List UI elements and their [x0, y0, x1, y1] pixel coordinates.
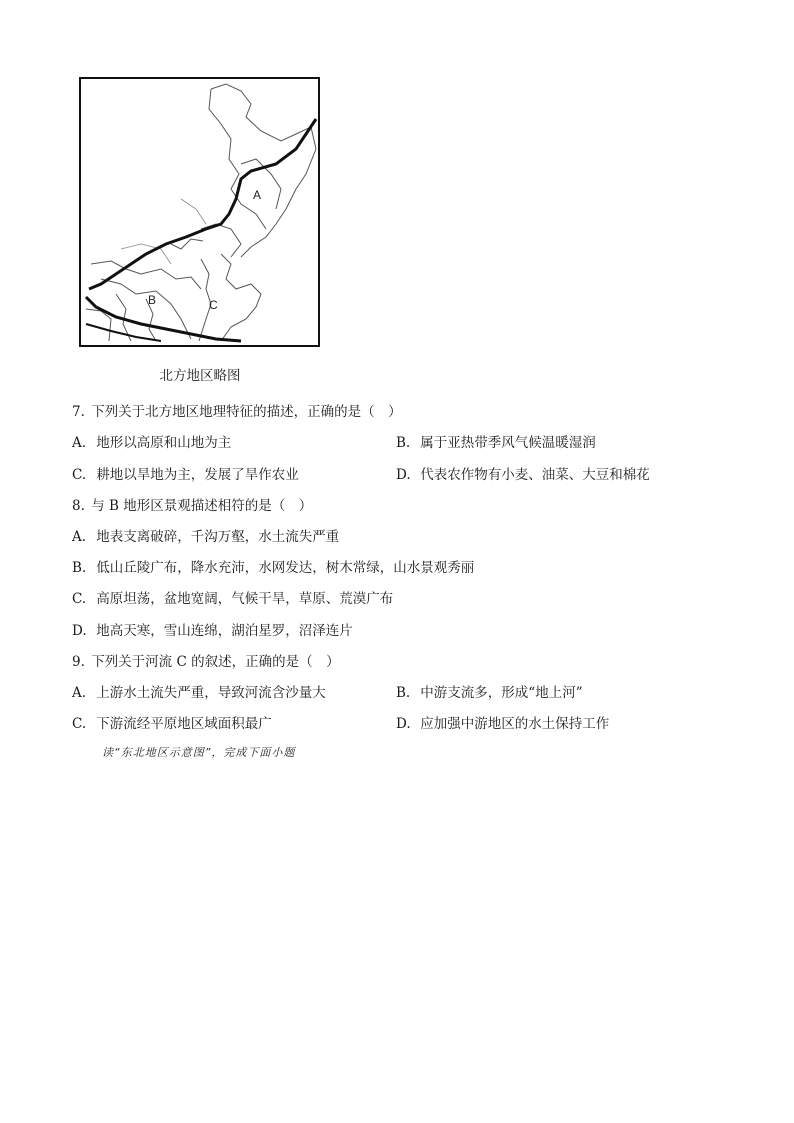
option-text: 代表农作物有小麦、油菜、大豆和棉花 [420, 467, 650, 483]
reading-instruction: 读“东北地区示意图”，完成下面小题 [102, 746, 296, 759]
option-7c[interactable] [72, 463, 299, 483]
option-label: B. [396, 685, 411, 701]
option-label: D. [396, 467, 411, 483]
option-label: B. [72, 560, 87, 576]
option-label: C. [72, 591, 87, 607]
question-number: 9. [72, 654, 85, 670]
map-label-c: C [209, 298, 218, 312]
question-stem: 下列关于河流 C 的叙述，正确的是（ ） [91, 654, 340, 670]
option-text: 耕地以旱地为主，发展了旱作农业 [96, 467, 299, 483]
option-7d[interactable] [396, 463, 650, 483]
question-8 [72, 494, 312, 514]
option-label: D. [72, 623, 87, 639]
option-8d[interactable] [72, 619, 353, 639]
map-label-a: A [253, 188, 262, 202]
map-label-b: B [148, 293, 157, 307]
option-8c[interactable] [72, 587, 393, 607]
option-label: B. [396, 435, 411, 451]
map-caption: 北方地区略图 [159, 368, 241, 384]
option-7a[interactable] [72, 431, 231, 451]
option-9a[interactable] [72, 681, 326, 701]
option-label: C. [72, 716, 87, 732]
option-9d[interactable] [396, 712, 609, 732]
option-text: 中游支流多，形成“地上河” [420, 685, 583, 701]
question-number: 8. [72, 498, 85, 514]
option-text: 地表支离破碎，千沟万壑，水土流失严重 [96, 529, 340, 545]
option-8b[interactable] [72, 556, 474, 576]
option-text: 属于亚热带季风气候温暖湿润 [420, 435, 596, 451]
option-text: 地高天寒，雪山连绵，湖泊星罗，沼泽连片 [96, 623, 353, 639]
option-text: 应加强中游地区的水土保持工作 [420, 716, 610, 732]
option-label: A. [72, 685, 87, 701]
option-text: 上游水土流失严重，导致河流含沙量大 [96, 685, 326, 701]
option-text: 地形以高原和山地为主 [96, 435, 232, 451]
option-text: 下游流经平原地区域面积最广 [96, 716, 272, 732]
question-number: 7. [72, 404, 85, 420]
option-label: A. [72, 435, 87, 451]
north-region-map [79, 77, 320, 347]
option-7b[interactable] [396, 431, 596, 451]
option-text: 低山丘陵广布，降水充沛，水网发达，树木常绿，山水景观秀丽 [96, 560, 475, 576]
question-stem: 与 B 地形区景观描述相符的是（ ） [91, 498, 313, 514]
option-label: C. [72, 467, 87, 483]
map-drawing [81, 79, 318, 345]
question-stem: 下列关于北方地区地理特征的描述，正确的是（ ） [91, 404, 402, 420]
option-8a[interactable] [72, 525, 339, 545]
option-label: A. [72, 529, 87, 545]
option-text: 高原坦荡，盆地宽阔，气候干旱，草原、荒漠广布 [96, 591, 394, 607]
question-7 [72, 400, 402, 420]
option-9c[interactable] [72, 712, 272, 732]
option-9b[interactable] [396, 681, 583, 701]
option-label: D. [396, 716, 411, 732]
question-9 [72, 650, 340, 670]
